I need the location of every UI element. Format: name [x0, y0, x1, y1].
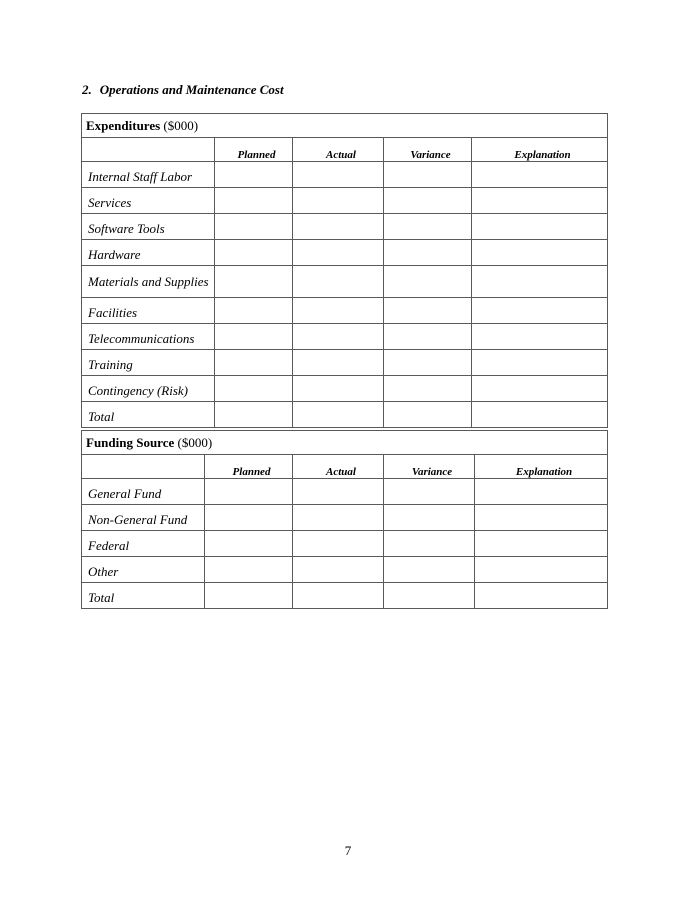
table-row [82, 402, 608, 428]
variance-cell[interactable] [384, 505, 475, 531]
explanation-cell[interactable] [472, 240, 608, 266]
variance-cell[interactable] [384, 583, 475, 609]
explanation-cell[interactable] [472, 188, 608, 214]
planned-cell[interactable] [215, 214, 293, 240]
actual-cell[interactable] [293, 479, 384, 505]
expenditures-title-unit: ($000) [160, 117, 199, 133]
actual-cell[interactable] [293, 298, 384, 324]
expenditures-title-bold: Expenditures [86, 117, 161, 133]
actual-cell[interactable] [293, 583, 384, 609]
planned-cell[interactable] [215, 162, 293, 188]
row-label: Materials and Supplies [82, 266, 215, 298]
planned-cell[interactable] [205, 505, 293, 531]
table-row [82, 188, 608, 214]
planned-cell[interactable] [205, 583, 293, 609]
expenditures-table [81, 113, 608, 428]
planned-cell[interactable] [205, 479, 293, 505]
section-number: 2. [82, 82, 92, 97]
variance-cell[interactable] [384, 531, 475, 557]
expenditures-header-row [82, 138, 608, 162]
row-label: Contingency (Risk) [82, 376, 215, 402]
row-label: Non-General Fund [82, 505, 205, 531]
column-header-explanation: Explanation [472, 138, 608, 162]
planned-cell[interactable] [205, 557, 293, 583]
planned-cell[interactable] [215, 402, 293, 428]
explanation-cell[interactable] [472, 402, 608, 428]
table-row [82, 583, 608, 609]
row-label: Other [82, 557, 205, 583]
table-row [82, 214, 608, 240]
variance-cell[interactable] [384, 324, 472, 350]
expenditures-table-title [82, 114, 608, 138]
planned-cell[interactable] [215, 376, 293, 402]
column-header-planned: Planned [215, 138, 293, 162]
funding-table-title [82, 431, 608, 455]
actual-cell[interactable] [293, 162, 384, 188]
planned-cell[interactable] [205, 531, 293, 557]
explanation-cell[interactable] [472, 376, 608, 402]
row-label: Total [82, 583, 205, 609]
column-header-variance: Variance [384, 138, 472, 162]
actual-cell[interactable] [293, 188, 384, 214]
explanation-cell[interactable] [472, 324, 608, 350]
variance-cell[interactable] [384, 188, 472, 214]
table-row [82, 531, 608, 557]
variance-cell[interactable] [384, 376, 472, 402]
page-number: 7 [344, 843, 352, 858]
planned-cell[interactable] [215, 350, 293, 376]
planned-cell[interactable] [215, 298, 293, 324]
row-label: Hardware [82, 240, 215, 266]
variance-cell[interactable] [384, 479, 475, 505]
row-label: Services [82, 188, 215, 214]
actual-cell[interactable] [293, 531, 384, 557]
variance-cell[interactable] [384, 240, 472, 266]
variance-cell[interactable] [384, 402, 472, 428]
explanation-cell[interactable] [472, 162, 608, 188]
table-row [82, 557, 608, 583]
column-header-variance: Variance [384, 455, 475, 479]
variance-cell[interactable] [384, 350, 472, 376]
row-label: Software Tools [82, 214, 215, 240]
table-row [82, 240, 608, 266]
table-row [82, 479, 608, 505]
table-row [82, 162, 608, 188]
column-header-explanation: Explanation [475, 455, 608, 479]
row-label: Internal Staff Labor [82, 162, 215, 188]
column-header-actual: Actual [293, 138, 384, 162]
table-row [82, 350, 608, 376]
explanation-cell[interactable] [475, 557, 608, 583]
actual-cell[interactable] [293, 324, 384, 350]
explanation-cell[interactable] [472, 214, 608, 240]
explanation-cell[interactable] [475, 479, 608, 505]
column-header-actual: Actual [293, 455, 384, 479]
table-row [82, 324, 608, 350]
funding-source-table [81, 430, 608, 609]
actual-cell[interactable] [293, 240, 384, 266]
planned-cell[interactable] [215, 188, 293, 214]
header-blank-cell [82, 138, 215, 162]
actual-cell[interactable] [293, 350, 384, 376]
variance-cell[interactable] [384, 214, 472, 240]
variance-cell[interactable] [384, 557, 475, 583]
table-row [82, 298, 608, 324]
actual-cell[interactable] [293, 557, 384, 583]
actual-cell[interactable] [293, 266, 384, 298]
column-header-planned: Planned [205, 455, 293, 479]
actual-cell[interactable] [293, 376, 384, 402]
header-blank-cell [82, 455, 205, 479]
table-row [82, 505, 608, 531]
explanation-cell[interactable] [475, 531, 608, 557]
actual-cell[interactable] [293, 505, 384, 531]
row-label: General Fund [82, 479, 205, 505]
explanation-cell[interactable] [475, 583, 608, 609]
planned-cell[interactable] [215, 266, 293, 298]
variance-cell[interactable] [384, 298, 472, 324]
funding-header-row [82, 455, 608, 479]
variance-cell[interactable] [384, 266, 472, 298]
funding-title-bold: Funding Source [86, 434, 175, 450]
row-label: Total [82, 402, 215, 428]
explanation-cell[interactable] [475, 505, 608, 531]
explanation-cell[interactable] [472, 298, 608, 324]
section-heading [82, 82, 284, 98]
explanation-cell[interactable] [472, 266, 608, 298]
row-label: Federal [82, 531, 205, 557]
actual-cell[interactable] [293, 214, 384, 240]
table-row [82, 376, 608, 402]
row-label: Training [82, 350, 215, 376]
planned-cell[interactable] [215, 240, 293, 266]
row-label: Facilities [82, 298, 215, 324]
actual-cell[interactable] [293, 402, 384, 428]
planned-cell[interactable] [215, 324, 293, 350]
variance-cell[interactable] [384, 162, 472, 188]
funding-title-unit: ($000) [174, 434, 213, 450]
row-label: Telecommunications [82, 324, 215, 350]
table-row [82, 266, 608, 298]
explanation-cell[interactable] [472, 350, 608, 376]
section-title: Operations and Maintenance Cost [99, 82, 284, 97]
